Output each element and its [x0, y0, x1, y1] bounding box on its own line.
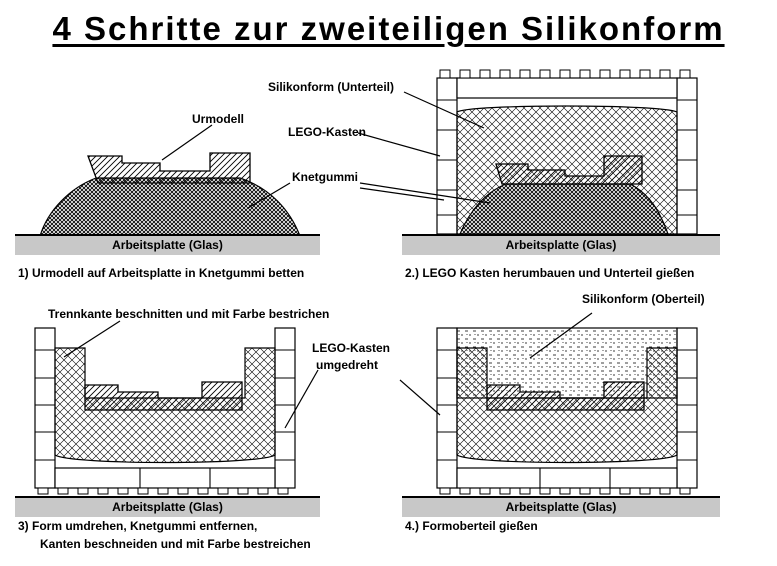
plate-label-3: Arbeitsplatte (Glas)	[15, 496, 320, 517]
lego-studs-2	[440, 70, 690, 78]
knetgummi-mound-2	[460, 184, 668, 234]
caption-step-3-line-1: 3) Form umdrehen, Knetgummi entfernen,	[18, 519, 258, 533]
pointer-trennkante	[64, 321, 120, 357]
panel-4	[400, 313, 697, 494]
lego-wall-left-4	[437, 328, 457, 488]
caption-step-4: 4.) Formoberteil gießen	[405, 519, 538, 533]
plate-label-1: Arbeitsplatte (Glas)	[15, 234, 320, 255]
panel-2	[358, 70, 697, 234]
panel-3	[35, 321, 318, 494]
label-silikonform-oberteil: Silikonform (Oberteil)	[582, 292, 705, 306]
urmodell-shape-3	[85, 382, 242, 410]
lego-top-row-2	[457, 78, 677, 98]
panel-1	[40, 125, 300, 236]
caption-step-2: 2.) LEGO Kasten herumbauen und Unterteil gießen	[405, 266, 695, 280]
urmodell-shape-1	[88, 153, 250, 183]
label-urmodell: Urmodell	[192, 112, 245, 126]
label-lego-kasten-3: LEGO-Kasten	[312, 341, 391, 355]
label-knetgummi: Knetgummi	[292, 170, 358, 184]
page-title: 4 Schritte zur zweiteiligen Silikonform	[52, 10, 725, 47]
knetgummi-mound-1	[40, 178, 300, 236]
label-trennkante: Trennkante beschnitten und mit Farbe bestrichen	[48, 307, 330, 321]
label-lego-kasten-2: LEGO-Kasten	[288, 125, 367, 139]
lego-wall-right-3	[275, 328, 295, 488]
label-umgedreht: umgedreht	[316, 358, 379, 372]
lego-wall-right-2	[677, 78, 697, 234]
lego-wall-right-4	[677, 328, 697, 488]
plate-label-2: Arbeitsplatte (Glas)	[402, 234, 720, 255]
lego-bottom-row-3	[55, 468, 275, 488]
lego-studs-4	[440, 488, 690, 494]
plate-label-4: Arbeitsplatte (Glas)	[402, 496, 720, 517]
lego-wall-left-3	[35, 328, 55, 488]
pointer-lego-kasten-2	[358, 133, 440, 156]
lego-studs-3	[38, 488, 288, 494]
pointer-lego-kasten-4	[400, 380, 440, 415]
caption-step-1: 1) Urmodell auf Arbeitsplatte in Knetgummi betten	[18, 266, 305, 280]
caption-step-3-line-2: Kanten beschneiden und mit Farbe bestreichen	[40, 537, 311, 551]
lego-bottom-row-4	[457, 468, 677, 488]
label-silikonform-unterteil: Silikonform (Unterteil)	[268, 80, 395, 94]
pointer-urmodell	[162, 125, 212, 160]
